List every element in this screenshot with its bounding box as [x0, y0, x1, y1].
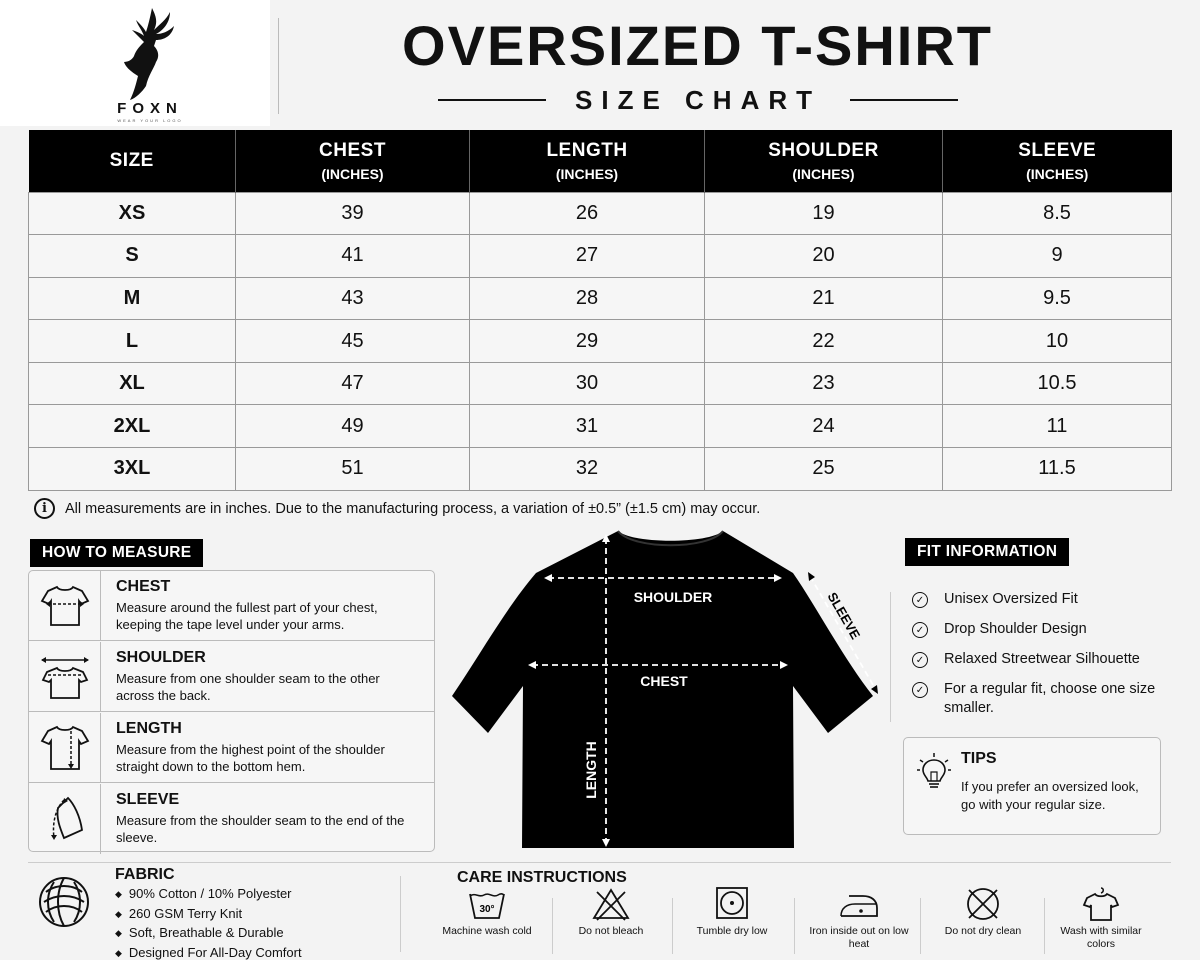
- size-cell: XS: [29, 192, 236, 235]
- tips-text: If you prefer an oversized look, go with your regular size.: [961, 779, 1139, 812]
- iron-low-heat-icon: [837, 886, 881, 922]
- table-row: [29, 192, 1172, 235]
- table-row: [29, 235, 1172, 278]
- length-label: LENGTH: [583, 741, 599, 799]
- fit-information-label: FIT INFORMATION: [905, 538, 1069, 566]
- fabric-item: ◆ Designed For All-Day Comfort: [115, 944, 302, 960]
- measure-desc: Measure from the shoulder seam to the end of the sleeve.: [116, 813, 405, 845]
- page-subtitle: SIZE CHART: [575, 84, 821, 115]
- measure-title: CHEST: [116, 578, 171, 595]
- shoulder-label: SHOULDER: [633, 589, 713, 605]
- measure-item-shoulder: [29, 642, 434, 712]
- chest-cell: 43: [236, 277, 470, 320]
- fit-item: ✓ Relaxed Streetwear Silhouette: [912, 650, 1172, 669]
- fabric-item: ◆ Soft, Breathable & Durable: [115, 924, 302, 944]
- size-cell: M: [29, 277, 236, 320]
- measure-title: SHOULDER: [116, 649, 206, 666]
- hanging-shirt-icon: [1081, 886, 1121, 922]
- table-row: [29, 448, 1172, 491]
- chest-label: CHEST: [640, 673, 688, 689]
- chest-measure-icon: [29, 571, 101, 640]
- do-not-bleach-icon: [591, 886, 631, 922]
- shoulder-measure-icon: [29, 642, 101, 711]
- care-item: [432, 886, 542, 938]
- chest-cell: 41: [236, 235, 470, 278]
- length-cell: 27: [470, 235, 705, 278]
- lightbulb-icon: [916, 752, 952, 792]
- fabric-item: ◆ 90% Cotton / 10% Polyester: [115, 885, 302, 905]
- header-divider: [278, 18, 279, 114]
- brand-tagline: WEAR YOUR LOGO: [117, 118, 183, 123]
- brand-name: FOXN: [117, 100, 183, 117]
- fabric-item: ◆ 260 GSM Terry Knit: [115, 905, 302, 925]
- column-header: SLEEVE (INCHES): [943, 130, 1172, 192]
- table-row: [29, 405, 1172, 448]
- size-table: [28, 130, 1172, 491]
- sleeve-cell: 8.5: [943, 192, 1172, 235]
- fit-divider: [890, 592, 891, 722]
- care-separator: [552, 898, 553, 954]
- subtitle-block: [438, 82, 958, 118]
- machine-wash-30-icon: [467, 886, 507, 922]
- measure-item-length: [29, 713, 434, 783]
- shoulder-cell: 24: [705, 405, 943, 448]
- care-label: Do not bleach: [578, 925, 644, 937]
- sleeve-cell: 9: [943, 235, 1172, 278]
- size-cell: 2XL: [29, 405, 236, 448]
- do-not-dry-clean-icon: [963, 886, 1003, 922]
- shoulder-cell: 20: [705, 235, 943, 278]
- fit-list: [912, 590, 1172, 729]
- fabric-title: FABRIC: [115, 866, 175, 883]
- care-separator: [1044, 898, 1045, 954]
- fit-item: ✓ For a regular fit, choose one size smaller.: [912, 680, 1172, 718]
- measure-title: LENGTH: [116, 720, 182, 737]
- sleeve-cell: 9.5: [943, 277, 1172, 320]
- shoulder-cell: 23: [705, 362, 943, 405]
- note-text: All measurements are in inches. Due to the manufacturing process, a variation of ±0.5” (±1.5 cm) may occur.: [65, 500, 761, 517]
- shoulder-cell: 19: [705, 192, 943, 235]
- measure-item-chest: [29, 571, 434, 641]
- check-icon: ✓: [912, 622, 928, 638]
- care-label: Wash with similar colors: [1060, 925, 1142, 950]
- care-separator: [920, 898, 921, 954]
- length-cell: 29: [470, 320, 705, 363]
- check-icon: ✓: [912, 682, 928, 698]
- care-divider: [400, 876, 401, 952]
- measure-desc: Measure from one shoulder seam to the other across the back.: [116, 671, 380, 703]
- table-row: [29, 320, 1172, 363]
- bottom-divider: [28, 862, 1171, 863]
- chest-cell: 49: [236, 405, 470, 448]
- length-cell: 32: [470, 448, 705, 491]
- table-header-row: [29, 130, 1172, 192]
- length-measure-icon: [29, 713, 101, 782]
- chest-cell: 51: [236, 448, 470, 491]
- tumble-dry-low-icon: [712, 886, 752, 922]
- check-icon: ✓: [912, 652, 928, 668]
- column-header: SIZE: [29, 130, 236, 192]
- table-row: [29, 362, 1172, 405]
- fabric-knot-icon: [36, 874, 92, 930]
- how-to-measure-label: HOW TO MEASURE: [30, 539, 203, 567]
- measure-desc: Measure from the highest point of the shoulder straight down to the bottom hem.: [116, 742, 385, 774]
- deer-head-icon: [118, 6, 182, 102]
- measure-desc: Measure around the fullest part of your chest, keeping the tape level under your arms.: [116, 600, 378, 632]
- info-icon: i: [34, 498, 55, 519]
- care-item: [928, 886, 1038, 938]
- care-label: Machine wash cold: [442, 925, 532, 937]
- length-cell: 30: [470, 362, 705, 405]
- sleeve-cell: 11.5: [943, 448, 1172, 491]
- measure-title: SLEEVE: [116, 791, 180, 808]
- brand-logo: [0, 0, 270, 126]
- measure-item-sleeve: [29, 784, 434, 854]
- column-header: SHOULDER (INCHES): [705, 130, 943, 192]
- size-cell: XL: [29, 362, 236, 405]
- care-separator: [794, 898, 795, 954]
- chest-cell: 45: [236, 320, 470, 363]
- sleeve-cell: 11: [943, 405, 1172, 448]
- shoulder-cell: 25: [705, 448, 943, 491]
- fit-item: ✓ Drop Shoulder Design: [912, 620, 1172, 639]
- table-row: [29, 277, 1172, 320]
- check-icon: ✓: [912, 592, 928, 608]
- care-label: Iron inside out on low heat: [809, 925, 909, 950]
- sleeve-label: SLEEVE: [824, 589, 864, 642]
- sleeve-cell: 10: [943, 320, 1172, 363]
- tshirt-diagram: [448, 528, 888, 853]
- length-cell: 26: [470, 192, 705, 235]
- length-cell: 31: [470, 405, 705, 448]
- care-label: Tumble dry low: [696, 925, 768, 937]
- fabric-list: [115, 885, 302, 960]
- chest-cell: 47: [236, 362, 470, 405]
- tips-title: TIPS: [961, 750, 997, 767]
- length-cell: 28: [470, 277, 705, 320]
- tips-box: [903, 737, 1161, 835]
- care-item: [1046, 886, 1156, 951]
- subtitle-rule-left: [438, 99, 546, 101]
- sleeve-measure-icon: [29, 784, 101, 854]
- shoulder-cell: 21: [705, 277, 943, 320]
- measurement-note: [34, 498, 760, 519]
- column-header: LENGTH (INCHES): [470, 130, 705, 192]
- size-cell: S: [29, 235, 236, 278]
- care-separator: [672, 898, 673, 954]
- care-item: [677, 886, 787, 938]
- wash-temp-label: 30°: [479, 904, 495, 915]
- how-to-measure-box: [28, 570, 435, 852]
- fit-item: ✓ Unisex Oversized Fit: [912, 590, 1172, 609]
- care-label: Do not dry clean: [944, 925, 1022, 937]
- care-item: [556, 886, 666, 938]
- page-title: OVERSIZED T-SHIRT: [402, 14, 993, 77]
- chest-cell: 39: [236, 192, 470, 235]
- subtitle-rule-right: [850, 99, 958, 101]
- column-header: CHEST (INCHES): [236, 130, 470, 192]
- size-cell: 3XL: [29, 448, 236, 491]
- sleeve-cell: 10.5: [943, 362, 1172, 405]
- size-cell: L: [29, 320, 236, 363]
- care-item: [804, 886, 914, 951]
- shoulder-cell: 22: [705, 320, 943, 363]
- care-title: CARE INSTRUCTIONS: [457, 869, 627, 886]
